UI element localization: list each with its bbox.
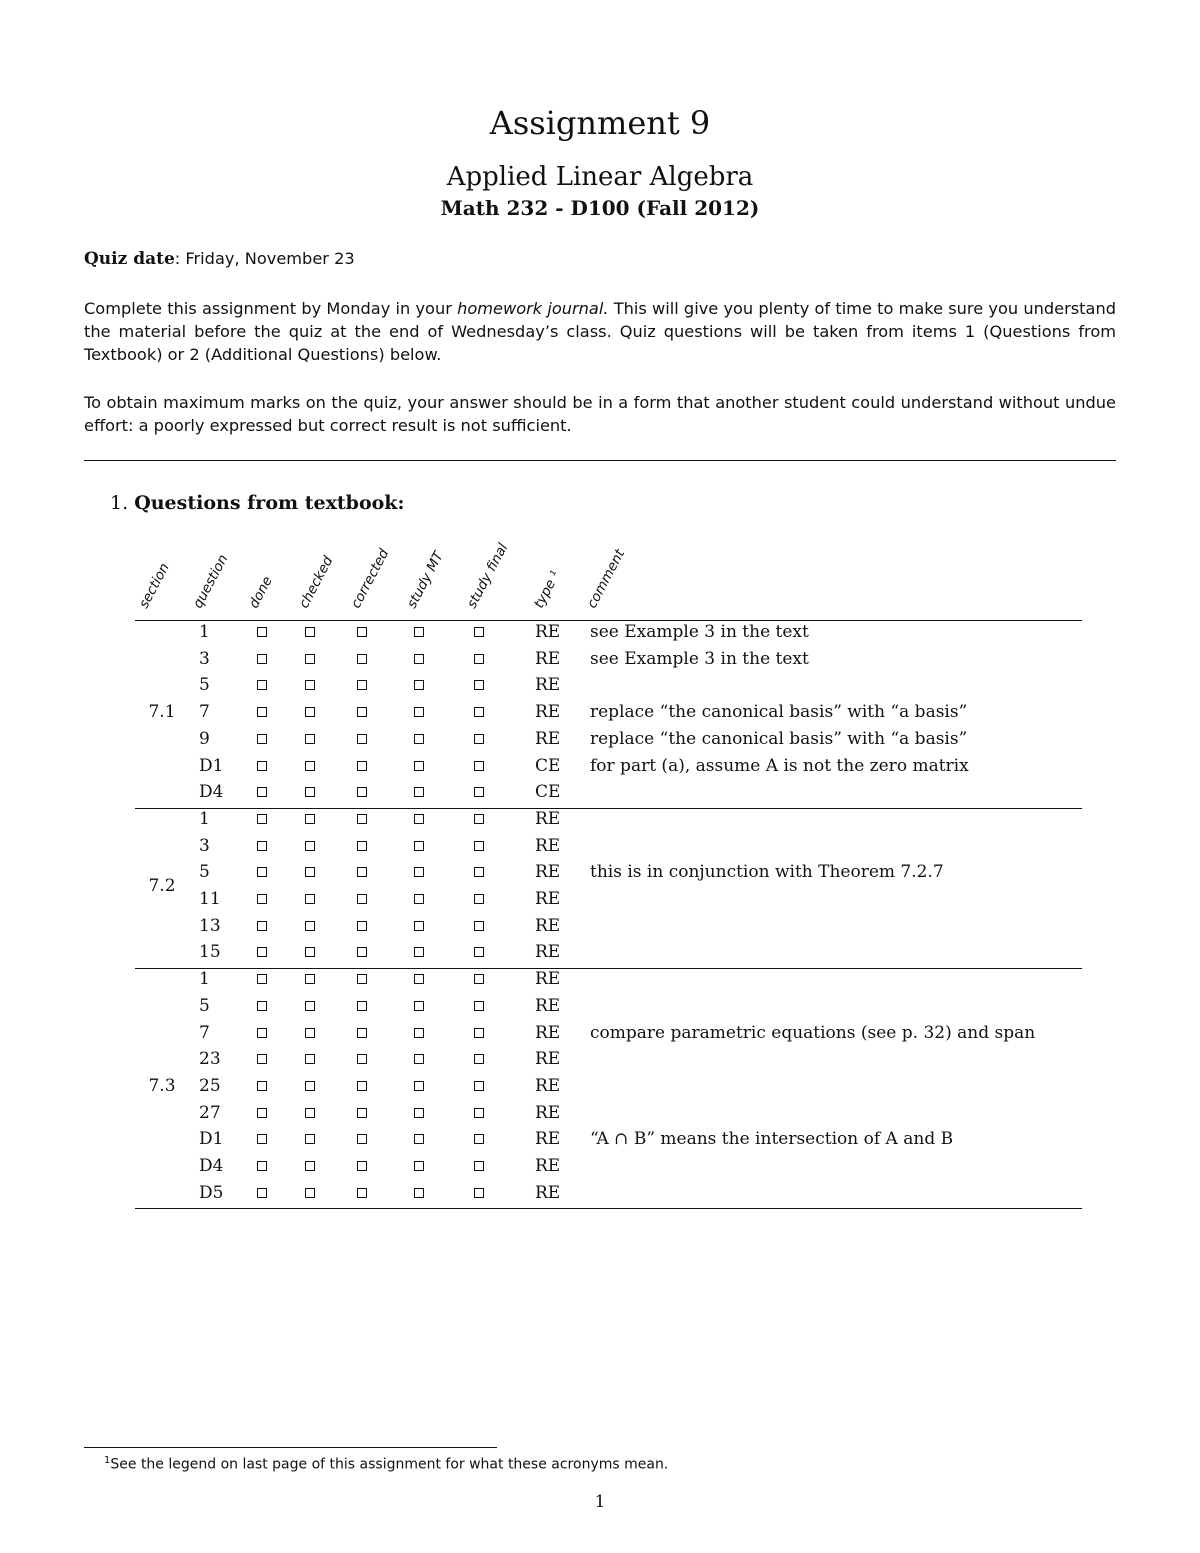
section-number: 1.	[110, 492, 129, 514]
study-final-checkbox[interactable]	[474, 947, 484, 957]
study-mt-checkbox[interactable]	[414, 867, 424, 877]
section-label: 7.1	[148, 702, 176, 723]
study-final-checkbox[interactable]	[474, 734, 484, 744]
question-number: D1	[199, 755, 224, 776]
checked-checkbox[interactable]	[305, 1028, 315, 1038]
comment: “A ∩ B” means the intersection of A and B	[590, 1129, 954, 1150]
done-checkbox[interactable]	[257, 707, 267, 717]
study-final-checkbox[interactable]	[474, 1054, 484, 1064]
type-code: RE	[535, 969, 561, 990]
study-final-checkbox[interactable]	[474, 1134, 484, 1144]
checked-checkbox[interactable]	[305, 814, 315, 824]
study-final-checkbox[interactable]	[474, 654, 484, 664]
table-bottom-rule	[135, 1208, 1082, 1209]
comment: this is in conjunction with Theorem 7.2.7	[590, 862, 944, 883]
done-checkbox[interactable]	[257, 761, 267, 771]
question-number: D4	[199, 1156, 224, 1176]
checked-checkbox[interactable]	[305, 921, 315, 931]
question-number: 9	[199, 728, 210, 749]
comment: replace “the canonical basis” with “a basis”	[590, 728, 968, 749]
type-code: RE	[535, 942, 561, 963]
done-checkbox[interactable]	[257, 680, 267, 690]
checked-checkbox[interactable]	[305, 947, 315, 957]
done-checkbox[interactable]	[257, 894, 267, 904]
corrected-checkbox[interactable]	[357, 867, 367, 877]
course-subtitle: Applied Linear Algebra	[446, 162, 754, 192]
study-mt-checkbox[interactable]	[414, 894, 424, 904]
question-number: 7	[199, 702, 210, 723]
question-number: 1	[199, 622, 210, 642]
footnote	[104, 1455, 668, 1473]
checked-checkbox[interactable]	[305, 1161, 315, 1171]
done-checkbox[interactable]	[257, 1134, 267, 1144]
corrected-checkbox[interactable]	[357, 787, 367, 797]
study-final-checkbox[interactable]	[474, 787, 484, 797]
checked-checkbox[interactable]	[305, 894, 315, 904]
comment: see Example 3 in the text	[590, 622, 809, 642]
page-title: Assignment 9	[489, 104, 711, 142]
study-final-checkbox[interactable]	[474, 761, 484, 771]
done-checkbox[interactable]	[257, 627, 267, 637]
question-number: 3	[199, 648, 210, 669]
type-code: RE	[535, 889, 561, 909]
study-mt-checkbox[interactable]	[414, 1081, 424, 1091]
table-top-rule	[135, 620, 1082, 621]
comment: replace “the canonical basis” with “a basis”	[590, 702, 968, 723]
study-mt-checkbox[interactable]	[414, 947, 424, 957]
done-checkbox[interactable]	[257, 1188, 267, 1198]
corrected-checkbox[interactable]	[357, 1001, 367, 1011]
type-code: RE	[535, 702, 561, 723]
done-checkbox[interactable]	[257, 814, 267, 824]
section-label: 7.3	[148, 1075, 176, 1096]
study-mt-checkbox[interactable]	[414, 761, 424, 771]
corrected-checkbox[interactable]	[357, 921, 367, 931]
question-number: D1	[199, 1129, 224, 1150]
type-code: CE	[535, 782, 561, 803]
type-code: RE	[535, 675, 561, 696]
corrected-checkbox[interactable]	[357, 654, 367, 664]
column-header-type: type ¹	[530, 568, 564, 611]
corrected-checkbox[interactable]	[357, 1108, 367, 1118]
study-mt-checkbox[interactable]	[414, 707, 424, 717]
checked-checkbox[interactable]	[305, 867, 315, 877]
done-checkbox[interactable]	[257, 1161, 267, 1171]
done-checkbox[interactable]	[257, 1028, 267, 1038]
page-number: 1	[594, 1492, 606, 1512]
study-mt-checkbox[interactable]	[414, 734, 424, 744]
study-mt-checkbox[interactable]	[414, 841, 424, 851]
corrected-checkbox[interactable]	[357, 707, 367, 717]
done-checkbox[interactable]	[257, 654, 267, 664]
section-label: 7.2	[148, 875, 176, 896]
checked-checkbox[interactable]	[305, 1001, 315, 1011]
corrected-checkbox[interactable]	[357, 1054, 367, 1064]
checked-checkbox[interactable]	[305, 761, 315, 771]
column-header-study-mt: study MT	[403, 549, 447, 611]
type-code: RE	[535, 1049, 561, 1070]
study-mt-checkbox[interactable]	[414, 1108, 424, 1118]
column-header-question: question	[189, 551, 232, 611]
column-header-comment: comment	[583, 546, 629, 611]
study-final-checkbox[interactable]	[474, 1188, 484, 1198]
column-header-done: done	[245, 573, 276, 611]
intro-emphasis: homework journal.	[457, 299, 609, 318]
done-checkbox[interactable]	[257, 1108, 267, 1118]
done-checkbox[interactable]	[257, 974, 267, 984]
type-code: RE	[535, 1129, 561, 1150]
question-number: 5	[199, 862, 210, 883]
checked-checkbox[interactable]	[305, 1134, 315, 1144]
study-mt-checkbox[interactable]	[414, 627, 424, 637]
type-code: RE	[535, 1182, 561, 1203]
question-number: 13	[199, 915, 221, 936]
checked-checkbox[interactable]	[305, 1081, 315, 1091]
type-code: RE	[535, 1102, 561, 1123]
study-mt-checkbox[interactable]	[414, 814, 424, 824]
corrected-checkbox[interactable]	[357, 627, 367, 637]
corrected-checkbox[interactable]	[357, 894, 367, 904]
type-code: RE	[535, 622, 561, 642]
type-code: RE	[535, 862, 561, 883]
footnote-mark: 1	[104, 1455, 111, 1466]
section-divider	[84, 460, 1116, 461]
checked-checkbox[interactable]	[305, 1108, 315, 1118]
intro-paragraph	[84, 297, 1116, 366]
question-number: 1	[199, 969, 210, 990]
quiz-date-value: : Friday, November 23	[174, 249, 355, 268]
study-mt-checkbox[interactable]	[414, 654, 424, 664]
question-number: 3	[199, 835, 210, 856]
done-checkbox[interactable]	[257, 947, 267, 957]
type-code: RE	[535, 835, 561, 856]
study-mt-checkbox[interactable]	[414, 921, 424, 931]
question-number: D5	[199, 1182, 224, 1203]
column-header-section: section	[135, 560, 173, 611]
study-final-checkbox[interactable]	[474, 921, 484, 931]
footnote-text: See the legend on last page of this assignment for what these acronyms mean.	[110, 1456, 669, 1473]
question-number: 5	[199, 675, 210, 696]
study-final-checkbox[interactable]	[474, 1028, 484, 1038]
study-mt-checkbox[interactable]	[414, 680, 424, 690]
checked-checkbox[interactable]	[305, 787, 315, 797]
column-header-checked: checked	[295, 553, 337, 611]
study-mt-checkbox[interactable]	[414, 1028, 424, 1038]
corrected-checkbox[interactable]	[357, 974, 367, 984]
study-mt-checkbox[interactable]	[414, 974, 424, 984]
study-final-checkbox[interactable]	[474, 1001, 484, 1011]
checked-checkbox[interactable]	[305, 1054, 315, 1064]
group-divider	[135, 968, 1082, 969]
checked-checkbox[interactable]	[305, 707, 315, 717]
column-header-study-final: study final	[463, 540, 512, 611]
checked-checkbox[interactable]	[305, 1188, 315, 1198]
type-code: RE	[535, 915, 561, 936]
corrected-checkbox[interactable]	[357, 814, 367, 824]
checked-checkbox[interactable]	[305, 734, 315, 744]
intro-text-2: This will give you plenty of time to make sure you understand the material before the quiz at the end of Wednesday’s class. Quiz questions will be taken from items 1 (Questions from Textbook) or 2 (Additional Questions) below.	[84, 299, 1116, 364]
checked-checkbox[interactable]	[305, 841, 315, 851]
marks-paragraph: To obtain maximum marks on the quiz, your answer should be in a form that another student could understand without undue effort: a poorly expressed but correct result is not sufficient.	[84, 393, 1116, 435]
corrected-checkbox[interactable]	[357, 680, 367, 690]
section-heading	[110, 492, 404, 514]
corrected-checkbox[interactable]	[357, 1028, 367, 1038]
study-final-checkbox[interactable]	[474, 974, 484, 984]
type-code: RE	[535, 648, 561, 669]
question-number: 23	[199, 1049, 221, 1070]
checked-checkbox[interactable]	[305, 974, 315, 984]
checked-checkbox[interactable]	[305, 627, 315, 637]
study-final-checkbox[interactable]	[474, 680, 484, 690]
study-final-checkbox[interactable]	[474, 894, 484, 904]
done-checkbox[interactable]	[257, 1054, 267, 1064]
study-final-checkbox[interactable]	[474, 867, 484, 877]
checked-checkbox[interactable]	[305, 680, 315, 690]
corrected-checkbox[interactable]	[357, 734, 367, 744]
comment: compare parametric equations (see p. 32) and span	[590, 1022, 1036, 1043]
question-number: 25	[199, 1075, 221, 1096]
quiz-date-line	[84, 247, 1116, 271]
question-number: 7	[199, 1022, 210, 1043]
question-number: 15	[199, 942, 221, 963]
comment: see Example 3 in the text	[590, 648, 809, 669]
corrected-checkbox[interactable]	[357, 1161, 367, 1171]
study-final-checkbox[interactable]	[474, 841, 484, 851]
type-code: RE	[535, 808, 561, 829]
study-mt-checkbox[interactable]	[414, 787, 424, 797]
corrected-checkbox[interactable]	[357, 761, 367, 771]
done-checkbox[interactable]	[257, 1001, 267, 1011]
checked-checkbox[interactable]	[305, 654, 315, 664]
corrected-checkbox[interactable]	[357, 947, 367, 957]
comment: for part (a), assume A is not the zero matrix	[590, 755, 969, 776]
study-mt-checkbox[interactable]	[414, 1188, 424, 1198]
corrected-checkbox[interactable]	[357, 841, 367, 851]
done-checkbox[interactable]	[257, 921, 267, 931]
study-final-checkbox[interactable]	[474, 1161, 484, 1171]
study-final-checkbox[interactable]	[474, 1081, 484, 1091]
question-number: 1	[199, 808, 210, 829]
type-code: RE	[535, 995, 561, 1016]
corrected-checkbox[interactable]	[357, 1188, 367, 1198]
done-checkbox[interactable]	[257, 734, 267, 744]
done-checkbox[interactable]	[257, 867, 267, 877]
study-final-checkbox[interactable]	[474, 1108, 484, 1118]
study-mt-checkbox[interactable]	[414, 1134, 424, 1144]
type-code: RE	[535, 1156, 561, 1176]
study-mt-checkbox[interactable]	[414, 1161, 424, 1171]
study-final-checkbox[interactable]	[474, 627, 484, 637]
section-title: Questions from textbook:	[134, 492, 405, 514]
done-checkbox[interactable]	[257, 841, 267, 851]
type-code: RE	[535, 1022, 561, 1043]
question-number: D4	[199, 782, 224, 803]
study-mt-checkbox[interactable]	[414, 1001, 424, 1011]
quiz-date-label: Quiz date	[84, 249, 175, 269]
type-code: RE	[535, 1075, 561, 1096]
corrected-checkbox[interactable]	[357, 1134, 367, 1144]
done-checkbox[interactable]	[257, 1081, 267, 1091]
type-code: CE	[535, 755, 561, 776]
study-mt-checkbox[interactable]	[414, 1054, 424, 1064]
intro-text-1: Complete this assignment by Monday in your	[84, 299, 458, 318]
footnote-rule	[84, 1447, 497, 1448]
question-number: 5	[199, 995, 210, 1016]
done-checkbox[interactable]	[257, 787, 267, 797]
question-number: 27	[199, 1102, 221, 1123]
study-final-checkbox[interactable]	[474, 814, 484, 824]
group-divider	[135, 808, 1082, 809]
corrected-checkbox[interactable]	[357, 1081, 367, 1091]
type-code: RE	[535, 728, 561, 749]
course-code: Math 232 - D100 (Fall 2012)	[440, 196, 760, 220]
column-header-corrected: corrected	[347, 546, 393, 611]
question-number: 11	[199, 889, 221, 909]
study-final-checkbox[interactable]	[474, 707, 484, 717]
